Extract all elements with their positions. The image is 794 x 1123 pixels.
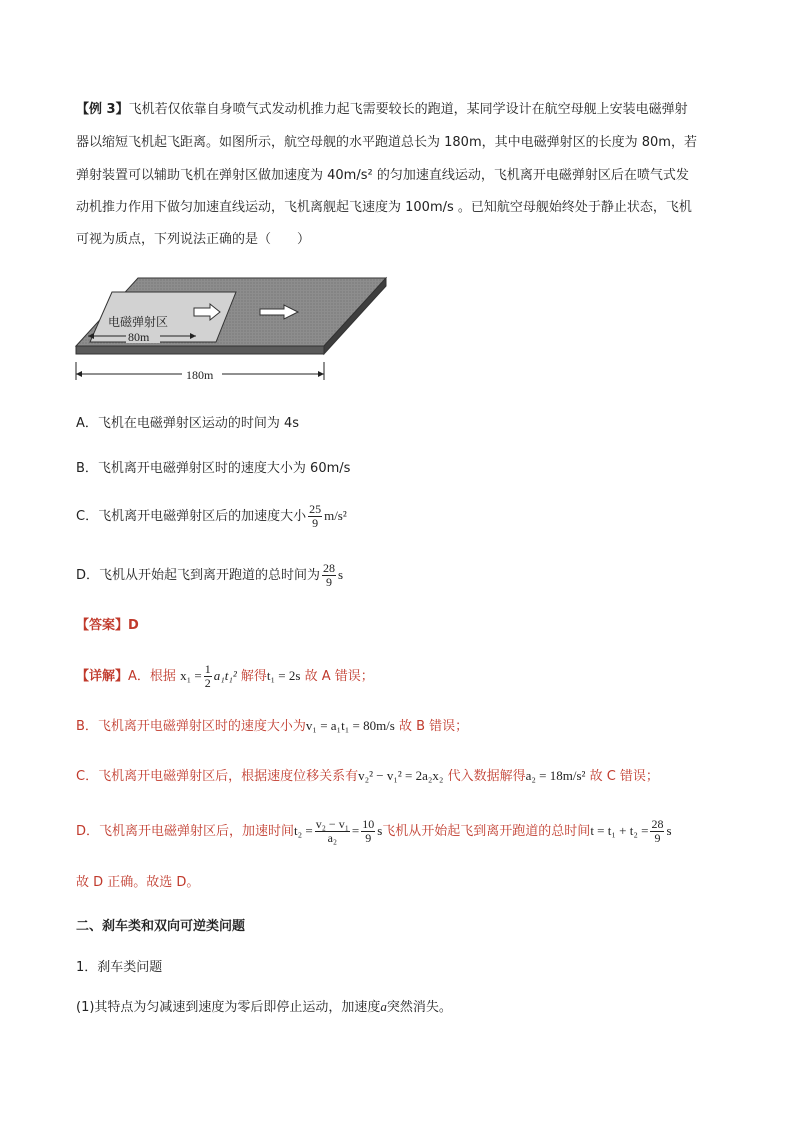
option-a: A．飞机在电磁弹射区运动的时间为 4s <box>76 416 300 431</box>
detail-conclusion: 故 D 正确。故选 D。 <box>76 875 200 890</box>
detail-c: C．飞机离开电磁弹射区后，根据速度位移关系有v₂² − v₁² = 2a₂x₂ 代入数据解得a₂ = 18m/s² 故 C 错误； <box>76 768 659 784</box>
section-subheading: 1．刹车类问题 <box>76 960 163 975</box>
section-heading: 二、刹车类和双向可逆类问题 <box>76 919 246 934</box>
problem-line-5: 可视为质点，下列说法正确的是（ ） <box>76 232 311 247</box>
half-fraction: $\frac{1}{2}$ <box>204 662 211 690</box>
problem-line-2: 器以缩短飞机起飞距离。如图所示，航空母舰的水平跑道总长为 180m，其中电磁弹射区的长度为 80m，若 <box>76 135 697 150</box>
detail-label: 【详解】 <box>76 669 129 684</box>
detail-b: B．飞机离开电磁弹射区时的速度大小为v₁ = a₁t₁ = 80m/s 故 B 错误； <box>76 718 469 734</box>
section-item-1: (1)其特点为匀减速到速度为零后即停止运动，加速度a突然消失。 <box>76 999 452 1015</box>
problem-line-1: 【例 3】飞机若仅依靠自身喷气式发动机推力起飞需要较长的跑道，某同学设计在航空母舰上安装电磁弹射 <box>76 102 688 117</box>
problem-line-3: 弹射装置可以辅助飞机在弹射区做加速度为 40m/s² 的匀加速直线运动，飞机离开电磁弹射区后在喷气式发 <box>76 168 689 183</box>
zone-label: 电磁弹射区 <box>108 315 169 329</box>
answer-label: 【答案】 <box>76 618 129 633</box>
problem-line-4: 动机推力作用下做匀加速直线运动，飞机离舰起飞速度为 100m/s 。已知航空母舰始终处于静止状态，飞机 <box>76 200 692 215</box>
option-b: B．飞机离开电磁弹射区时的速度大小为 60m/s <box>76 461 351 476</box>
zone-length-label: 80m <box>128 330 150 344</box>
option-d: D．飞机从开始起飞到离开跑道的总时间为 $\frac{28}{9}$ s <box>76 561 344 589</box>
option-c: C．飞机离开电磁弹射区后的加速度大小 $\frac{25}{9}$ m/s² <box>76 502 347 530</box>
detail-d: D．飞机离开电磁弹射区后，加速时间t₂ = $\frac{\text{v₂ − v₁}}{\text{a₂}}$ = $\frac{10}{9}$ s飞机从开始起飞到离开跑道的总时间t = t₁ + t₂ = $\frac{28}{9}$ s <box>76 817 672 845</box>
problem-label: 【例 3】 <box>76 102 129 117</box>
answer-line <box>76 616 139 636</box>
answer-value: D <box>128 618 139 633</box>
accel-time-fraction: $\frac{\text{v₂ − v₁}}{\text{a₂}}$ <box>315 817 349 845</box>
option-c-fraction: $\frac{25}{9}$ <box>309 502 322 530</box>
option-d-fraction: $\frac{28}{9}$ <box>323 561 336 589</box>
accel-time-value: $\frac{10}{9}$ <box>362 817 375 845</box>
deck-front <box>76 346 324 354</box>
runway-figure <box>70 270 400 390</box>
total-time-fraction: $\frac{28}{9}$ <box>651 817 664 845</box>
detail-a: 【详解】A．根据 x₁ = $\frac{1}{2}$ a₁t₁² 解得t₁ = 2s 故 A 错误； <box>76 662 374 690</box>
total-length-label: 180m <box>186 368 214 382</box>
